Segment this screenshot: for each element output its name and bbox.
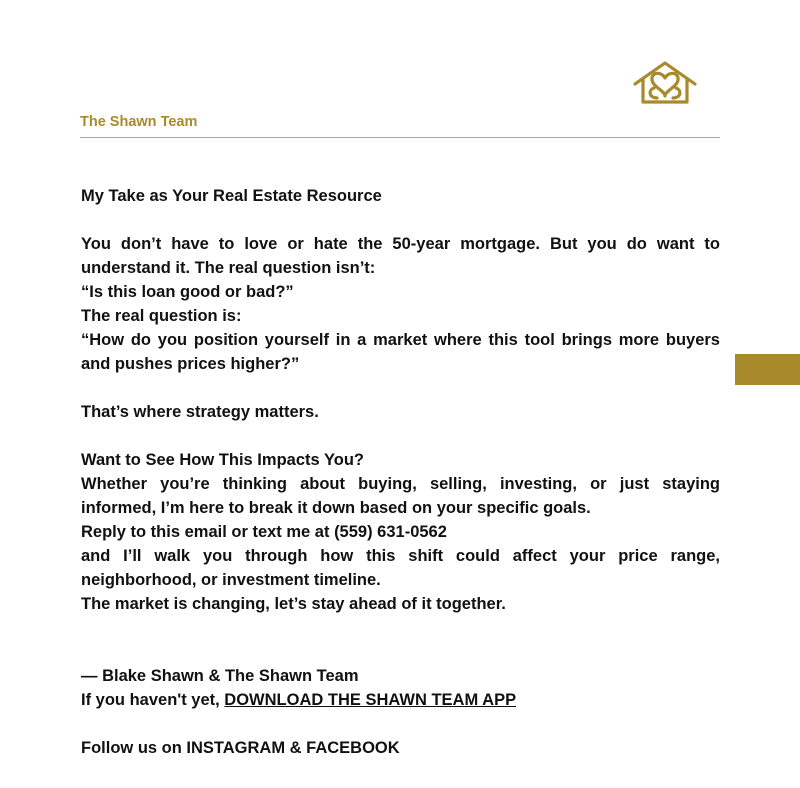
spacer bbox=[81, 208, 720, 232]
signature: — Blake Shawn & The Shawn Team bbox=[81, 667, 359, 685]
impact-body: Whether you’re thinking about buying, selling, investing, or just staying informed, I’m here to break it down based on your specific goals. bbox=[81, 475, 720, 517]
brand-name: The Shawn Team bbox=[80, 114, 198, 130]
real-question-line: The real question is: bbox=[81, 307, 242, 325]
market-line: The market is changing, let’s stay ahead of it together. bbox=[81, 595, 506, 613]
reply-line: Reply to this email or text me at (559) 631-0562 bbox=[81, 523, 447, 541]
quote-position: “How do you position yourself in a market where this tool brings more buyers and pushes prices higher?” bbox=[81, 331, 720, 373]
house-heart-logo-icon bbox=[632, 60, 698, 106]
spacer bbox=[81, 712, 720, 736]
spacer bbox=[81, 424, 720, 448]
strategy-line: That’s where strategy matters. bbox=[81, 403, 319, 421]
header-divider bbox=[80, 137, 720, 138]
walk-through-line: and I’ll walk you through how this shift could affect your price range, neighborhood, or investment timeline. bbox=[81, 547, 720, 589]
article-heading: My Take as Your Real Estate Resource bbox=[81, 187, 382, 205]
impact-heading: Want to See How This Impacts You? bbox=[81, 451, 364, 469]
paragraph-intro: You don’t have to love or hate the 50-year mortgage. But you do want to understand it. The real question isn’t: bbox=[81, 235, 720, 277]
follow-line: Follow us on INSTAGRAM & FACEBOOK bbox=[81, 739, 400, 757]
download-app-link[interactable]: DOWNLOAD THE SHAWN TEAM APP bbox=[224, 691, 517, 709]
quote-good-or-bad: “Is this loan good or bad?” bbox=[81, 283, 294, 301]
article-body bbox=[81, 184, 720, 760]
spacer bbox=[81, 376, 720, 400]
app-line bbox=[81, 688, 720, 712]
spacer bbox=[81, 616, 720, 664]
app-prefix: If you haven't yet, bbox=[81, 691, 225, 709]
side-tab bbox=[735, 354, 800, 385]
